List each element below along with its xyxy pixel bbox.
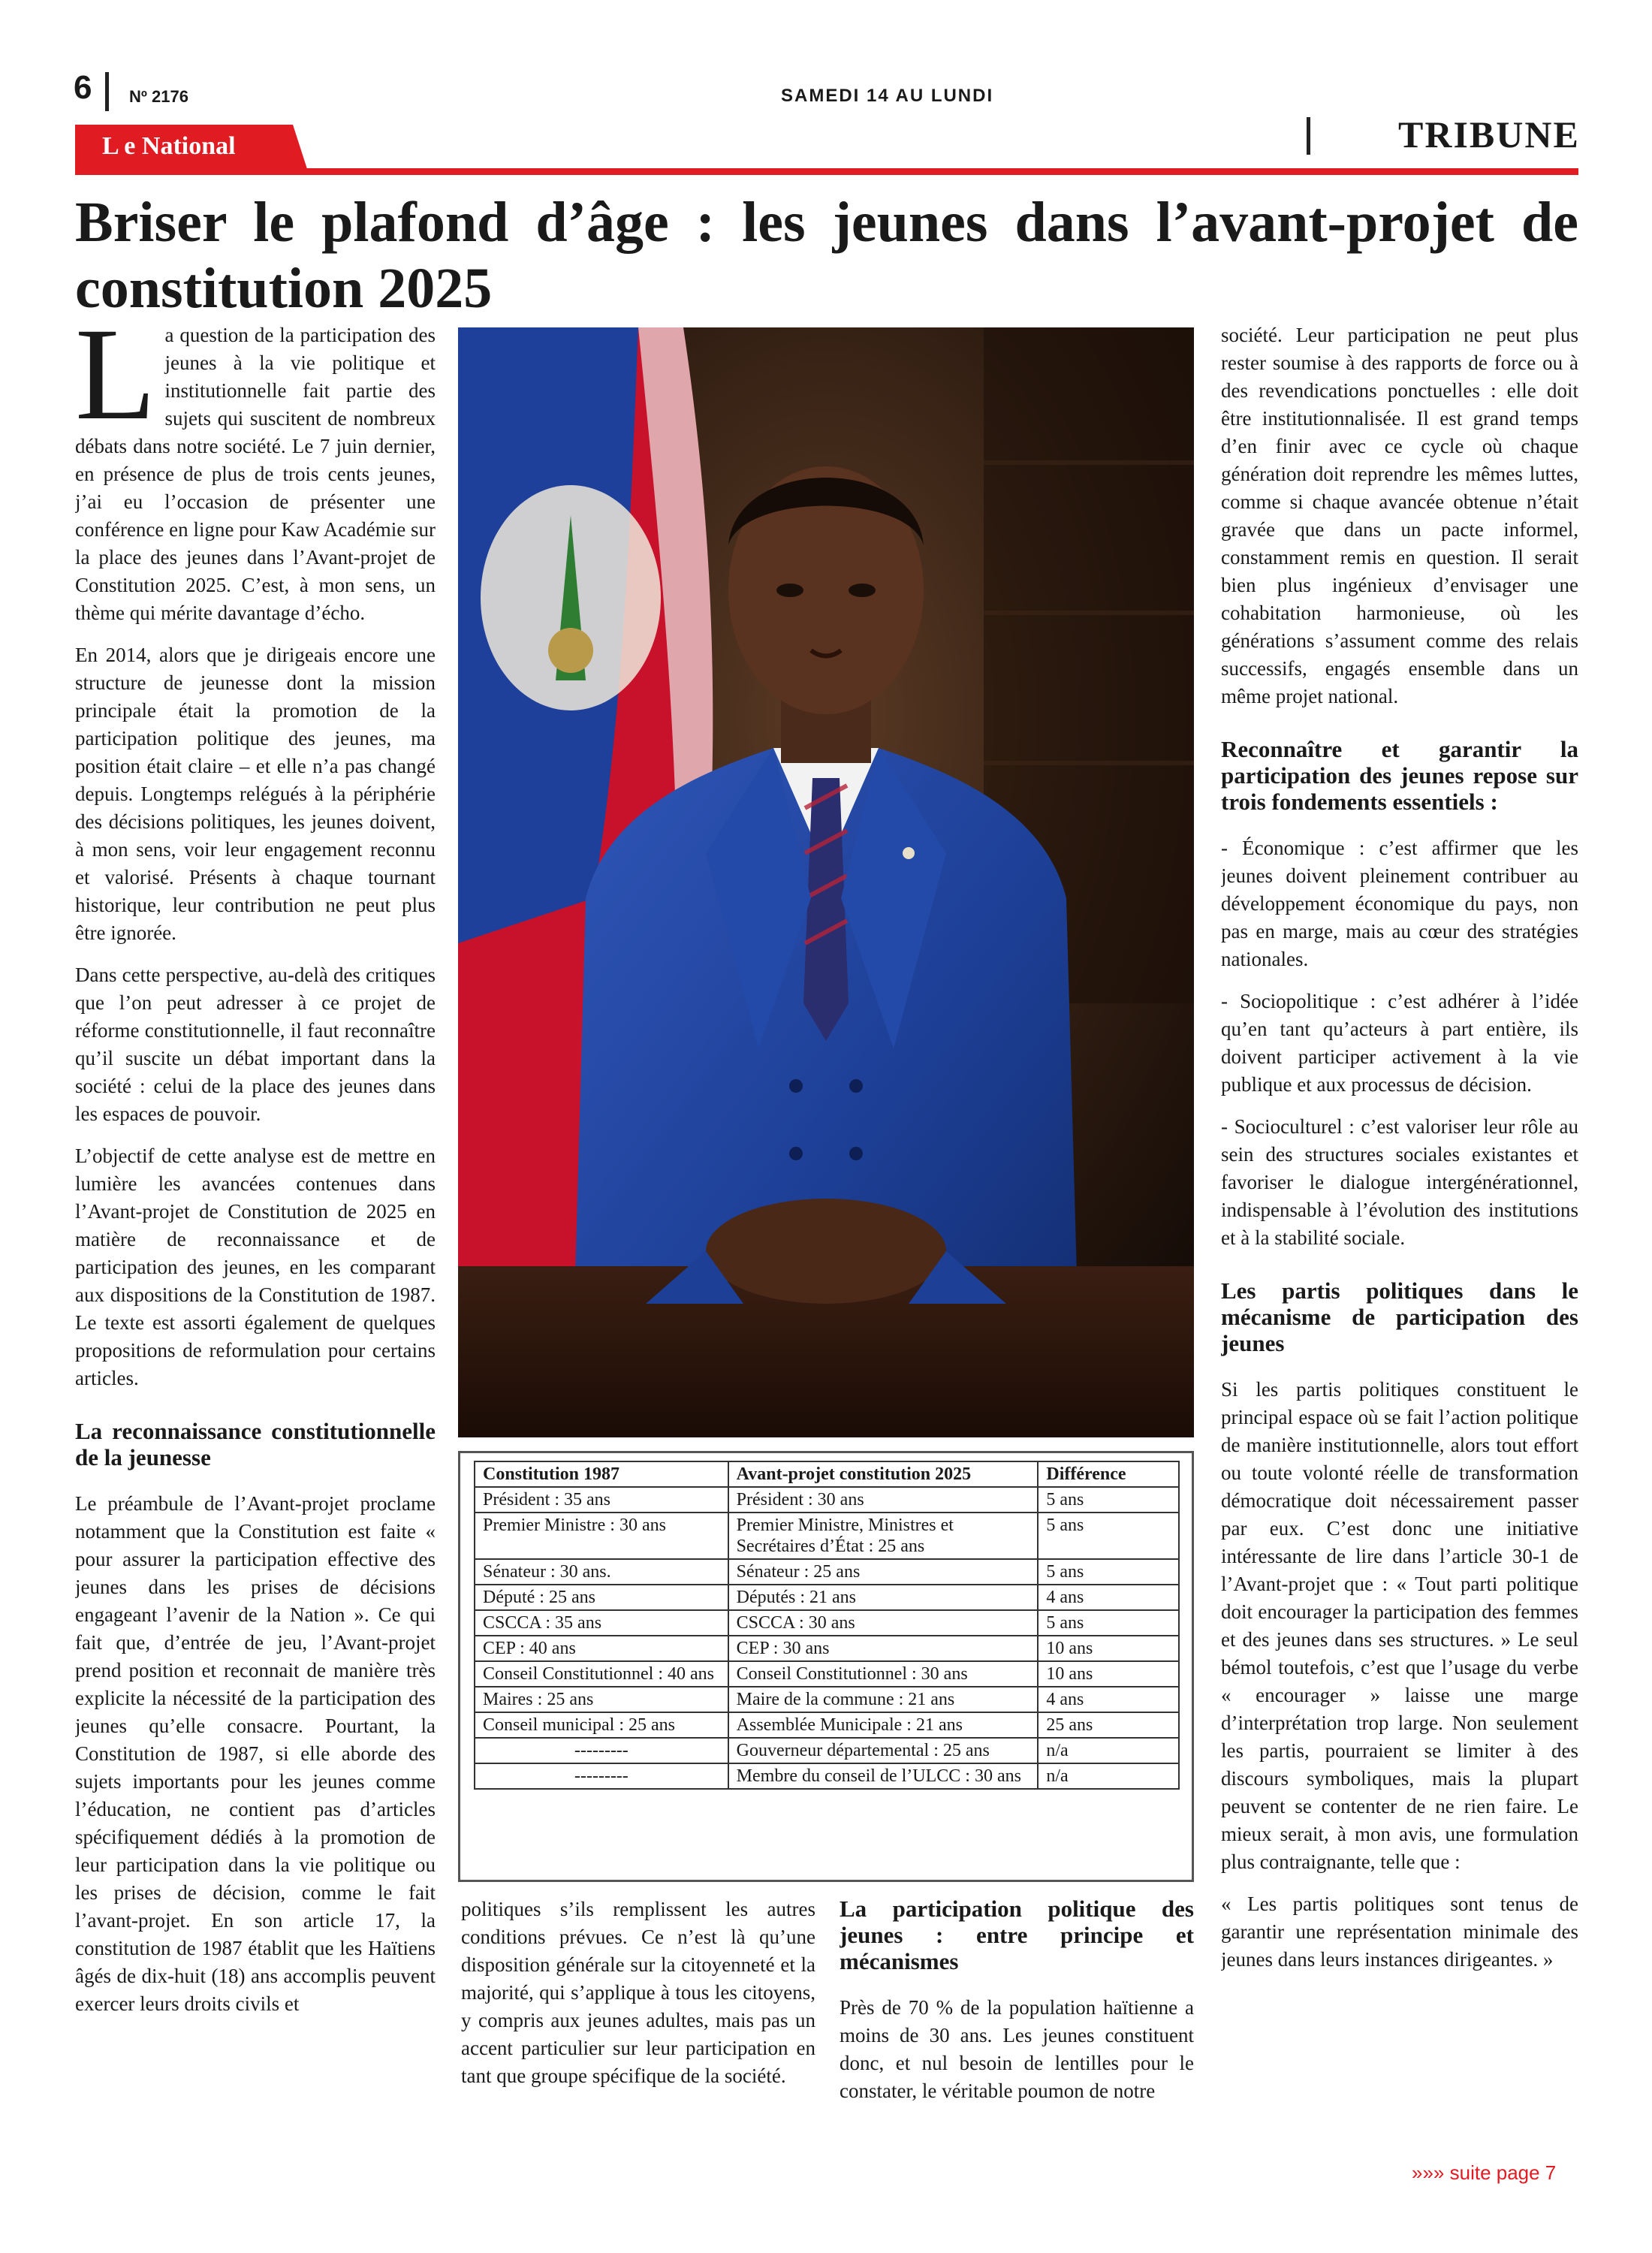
bullet-sociocultural: - Socioculturel : c’est valoriser leur rôle au sein des structures sociales existantes et favoriser le dialogue intergénérationnel, indispensable à l’évolution des institutions et à la stabilité sociale. <box>1221 1115 1578 1249</box>
table-header-cell: Constitution 1987 <box>475 1461 728 1487</box>
bullet-economic: - Économique : c’est affirmer que les jeunes doivent pleinement contribuer au développement économique du pays, non pas en marge, mais au cœur des stratégies nationales. <box>1221 837 1578 970</box>
paragraph: Le préambule de l’Avant-projet proclame notamment que la Constitution est faite « pour assurer la participation effective des jeunes dans les prises de décisions engageant l’avenir de la Nation ». Ce qui fait que, d’entrée de jeu, l’Avant-projet prend position et reconnait de manière très explicite la nécessité de la participation des jeunes qu’elle consacre. Pourtant, la Constitution de 1987, si elle aborde des sujets importants pour les jeunes comme l’éducation, ne contient pas d’articles spécifiquement dédiés à la promotion de leur participation dans la vie politique ou les prises de décision, comme le fait l’avant-projet. En son article 17, la constitution de 1987 établit que les Haïtiens âgés de dix-huit (18) ans accomplis peuvent exercer leurs droits civils et <box>75 1492 436 2015</box>
header-rule <box>75 168 1578 175</box>
table-cell: 10 ans <box>1038 1636 1179 1661</box>
table-cell: CEP : 30 ans <box>728 1636 1039 1661</box>
table-cell: 25 ans <box>1038 1712 1179 1738</box>
table-cell: CSCCA : 30 ans <box>728 1610 1039 1636</box>
table-row <box>475 1687 1179 1712</box>
article-column-2a <box>461 1896 815 2121</box>
table-cell: 10 ans <box>1038 1661 1179 1687</box>
age-comparison-table-frame <box>458 1451 1194 1882</box>
table-cell: Député : 25 ans <box>475 1585 728 1610</box>
portrait-photo <box>458 327 1194 1437</box>
bullet-sociopolitical: - Sociopolitique : c’est adhérer à l’idée qu’en tant qu’acteurs à part entière, ils doivent participer activement à la vie publique et aux processus de décision. <box>1221 990 1578 1096</box>
table-header-row <box>475 1461 1179 1487</box>
table-cell: Président : 35 ans <box>475 1487 728 1513</box>
table-cell: CSCCA : 35 ans <box>475 1610 728 1636</box>
table-row <box>475 1513 1179 1559</box>
table-row <box>475 1636 1179 1661</box>
table-cell: Gouverneur départemental : 25 ans <box>728 1738 1039 1763</box>
table-cell: --------- <box>475 1738 728 1763</box>
table-row <box>475 1559 1179 1585</box>
paragraph: L’objectif de cette analyse est de mettre en lumière les avancées contenues dans l’Avant-projet de Constitution de 2025 en matière de reconnaissance et de participation des jeunes, en les comparant aux dispositions de la Constitution de 1987. Le texte est assorti également de quelques propositions de reformulation pour certains articles. <box>75 1145 436 1389</box>
table-row <box>475 1661 1179 1687</box>
table-cell: Membre du conseil de l’ULCC : 30 ans <box>728 1763 1039 1789</box>
headline: Briser le plafond d’âge : les jeunes dans l’avant-projet de constitution 2025 <box>75 191 1578 320</box>
table-cell: Président : 30 ans <box>728 1487 1039 1513</box>
paragraph: politiques s’ils remplissent les autres conditions prévues. Ce n’est là qu’une disposition générale sur la citoyenneté et la majorité, qui s’applique à tous les citoyens, y compris aux jeunes adultes, mais pas un accent particulier sur leur participation en tant que groupe spécifique de la société. <box>461 1898 815 2087</box>
brand-tab <box>75 125 323 171</box>
table-cell: Premier Ministre : 30 ans <box>475 1513 728 1559</box>
article-column-2b <box>840 1896 1194 2121</box>
paragraph: Si les partis politiques constituent le principal espace où se fait l’action politique de manière institutionnelle, alors tout effort ou toute volonté réelle de transformation démocratique doit nécessairement passer par eux. C’est donc une initiative intéressante de lire dans l’article 30-1 de l’Avant-projet que : « Tout parti politique doit encourager la participation des femmes et des jeunes dans ses structures. » Le seul bémol toutefois, c’est que l’usage du verbe « encourager » laisse une marge d’interprétation trop large. Non seulement les partis, pourraient se limiter à des discours symboliques, mais la plupart peuvent se contenter de ne rien faire. Le mieux serait, à mon avis, une formulation plus contraignante, telle que : <box>1221 1378 1578 1873</box>
table-row <box>475 1610 1179 1636</box>
table-cell: Maire de la commune : 21 ans <box>728 1687 1039 1712</box>
age-comparison-table <box>474 1461 1180 1790</box>
age-table-body <box>475 1487 1179 1789</box>
table-cell: 5 ans <box>1038 1487 1179 1513</box>
table-cell: Sénateur : 30 ans. <box>475 1559 728 1585</box>
subheading-participation: La participation politique des jeunes : entre principe et mécanismes <box>840 1896 1194 1974</box>
table-row <box>475 1763 1179 1789</box>
subheading-parties: Les partis politiques dans le mécanisme de participation des jeunes <box>1221 1277 1578 1356</box>
table-cell: CEP : 40 ans <box>475 1636 728 1661</box>
table-row <box>475 1738 1179 1763</box>
section-label: TRIBUNE <box>1398 113 1580 155</box>
continued-link[interactable]: »»» suite page 7 <box>1412 2161 1557 2184</box>
drop-cap: L <box>75 321 156 448</box>
table-cell: Assemblée Municipale : 21 ans <box>728 1712 1039 1738</box>
quote-paragraph: « Les partis politiques sont tenus de garantir une représentation minimale des jeunes dans leurs instances dirigeantes. » <box>1221 1893 1578 1971</box>
intro-paragraph <box>75 321 436 627</box>
table-cell: 4 ans <box>1038 1585 1179 1610</box>
table-cell: n/a <box>1038 1738 1179 1763</box>
table-header-cell: Différence <box>1038 1461 1179 1487</box>
table-cell: n/a <box>1038 1763 1179 1789</box>
article-column-3 <box>1221 321 1578 2124</box>
table-cell: Députés : 21 ans <box>728 1585 1039 1610</box>
table-cell: Conseil municipal : 25 ans <box>475 1712 728 1738</box>
table-cell: Premier Ministre, Ministres et Secrétaires d’État : 25 ans <box>728 1513 1039 1559</box>
table-cell: 5 ans <box>1038 1513 1179 1559</box>
paragraph: société. Leur participation ne peut plus rester soumise à des rapports de force ou à des revendications ponctuelles : elle doit être institutionnalisée. Il est grand temps d’en finir avec ce cycle où chaque génération doit reprendre les mêmes luttes, comme si chaque avancée obtenue n’était gravée que dans un pacte informel, constamment remis en question. Il serait bien plus ingénieux d’envisager une cohabitation harmonieuse, où les générations s’assument comme des relais successifs, engagés ensemble dans un même projet national. <box>1221 324 1578 707</box>
table-cell: 4 ans <box>1038 1687 1179 1712</box>
table-row <box>475 1712 1179 1738</box>
subheading-recognition: La reconnaissance constitutionnelle de la jeunesse <box>75 1418 436 1470</box>
table-cell: Maires : 25 ans <box>475 1687 728 1712</box>
subheading-foundations: Reconnaître et garantir la participation des jeunes repose sur trois fondements essentiels : <box>1221 736 1578 815</box>
table-cell: Conseil Constitutionnel : 40 ans <box>475 1661 728 1687</box>
table-cell: Sénateur : 25 ans <box>728 1559 1039 1585</box>
page-number: 6 <box>74 69 92 106</box>
brand-name: L e National <box>102 132 236 160</box>
paragraph: Dans cette perspective, au-delà des critiques que l’on peut adresser à ce projet de réforme constitutionnelle, il faut reconnaître qu’il suscite un débat important dans la société : celui de la place des jeunes dans les espaces de pouvoir. <box>75 964 436 1125</box>
issue-number: Nº 2176 <box>129 87 188 106</box>
section-divider <box>1307 117 1310 155</box>
table-cell: 5 ans <box>1038 1559 1179 1585</box>
intro-text: a question de la participation des jeunes à la vie politique et institutionnelle fait partie des sujets qui suscitent de nombreux débats dans notre société. Le 7 juin dernier, en présence de plus de trois cents jeunes, j’ai eu l’occasion de présenter une conférence en ligne pour Kaw Académie sur la place des jeunes dans l’Avant-projet de Constitution 2025. C’est, à mon sens, un thème qui mérite davantage d’écho. <box>75 324 436 624</box>
article-column-1 <box>75 321 436 2139</box>
table-row <box>475 1487 1179 1513</box>
table-header-cell: Avant-projet constitution 2025 <box>728 1461 1039 1487</box>
table-cell: Conseil Constitutionnel : 30 ans <box>728 1661 1039 1687</box>
table-cell: 5 ans <box>1038 1610 1179 1636</box>
page-number-divider <box>105 72 109 111</box>
table-row <box>475 1585 1179 1610</box>
table-cell: --------- <box>475 1763 728 1789</box>
paragraph: Près de 70 % de la population haïtienne a moins de 30 ans. Les jeunes constituent donc, et nul besoin de lentilles pour le constater, le véritable poumon de notre <box>840 1996 1194 2102</box>
paragraph: En 2014, alors que je dirigeais encore une structure de jeunesse dont la mission principale était la promotion de la participation politique des jeunes, ma position était claire – et elle n’a pas changé depuis. Longtemps relégués à la périphérie des décisions politiques, les jeunes doivent, à mon sens, voir leur engagement reconnu et valorisé. Présents à chaque tournant historique, leur contribution ne peut plus être ignorée. <box>75 644 436 944</box>
dateline: SAMEDI 14 AU LUNDI <box>781 86 994 106</box>
